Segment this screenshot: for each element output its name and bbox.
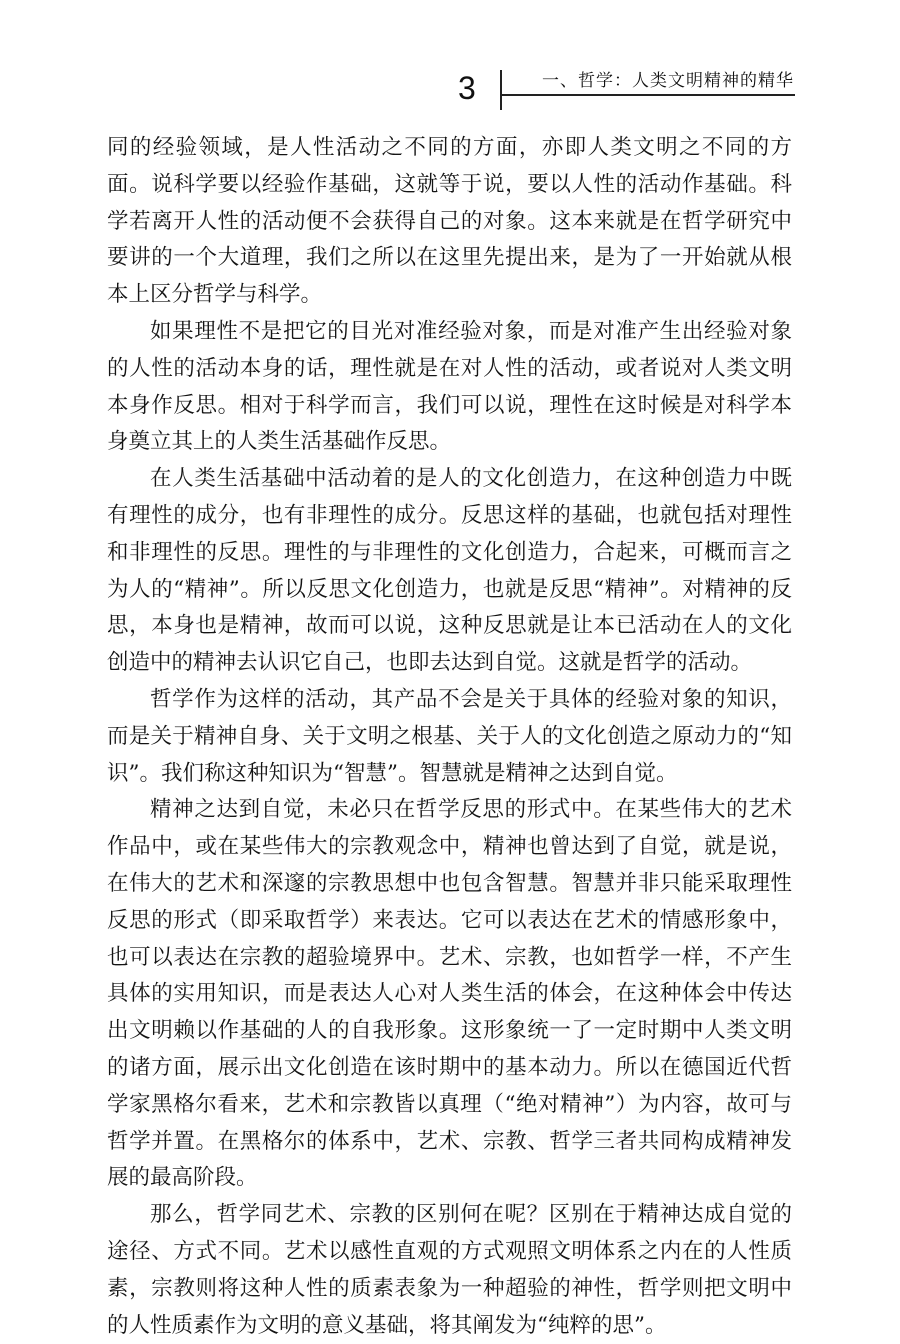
paragraph: 精神之达到自觉，未必只在哲学反思的形式中。在某些伟大的艺术作品中，或在某些伟大的宗教观念中，精神也曾达到了自觉，就是说，在伟大的艺术和深邃的宗教思想中也包含智慧。智慧并非只能采取理性反思的形式（即采取哲学）来表达。它可以表达在艺术的情感形象中，也可以表达在宗教的超验境界中。艺术、宗教，也如哲学一样，不产生具体的实用知识，而是表达人心对人类生活的体会，在这种体会中传达出文明赖以作基础的人的自我形象。这形象统一了一定时期中人类文明的诸方面，展示出文化创造在该时期中的基本动力。所以在德国近代哲学家黑格尔看来，艺术和宗教皆以真理（“绝对精神”）为内容，故可与哲学并置。在黑格尔的体系中，艺术、宗教、哲学三者共同构成精神发展的最高阶段。 [107,797,792,1191]
header-horizontal-rule [500,94,795,96]
paragraph: 哲学作为这样的活动，其产品不会是关于具体的经验对象的知识，而是关于精神自身、关于文明之根基、关于人的文化创造之原动力的“知识”。我们称这种知识为“智慧”。智慧就是精神之达到自觉。 [107,686,792,786]
body-text [107,130,792,1344]
header-vertical-rule [500,70,502,110]
running-title: 一、哲学：人类文明精神的精华 [542,71,794,91]
paragraph: 在人类生活基础中活动着的是人的文化创造力，在这种创造力中既有理性的成分，也有非理性的成分。反思这样的基础，也就包括对理性和非理性的反思。理性的与非理性的文化创造力，合起来，可概而言之为人的“精神”。所以反思文化创造力，也就是反思“精神”。对精神的反思，本身也是精神，故而可以说，这种反思就是让本已活动在人的文化创造中的精神去认识它自己，也即去达到自觉。这就是哲学的活动。 [107,466,792,676]
page-header [0,60,900,120]
paragraph: 同的经验领域，是人性活动之不同的方面，亦即人类文明之不同的方面。说科学要以经验作基础，这就等于说，要以人性的活动作基础。科学若离开人性的活动便不会获得自己的对象。这本来就是在哲学研究中要讲的一个大道理，我们之所以在这里先提出来，是为了一开始就从根本上区分哲学与科学。 [107,135,792,308]
paragraph: 如果理性不是把它的目光对准经验对象，而是对准产生出经验对象的人性的活动本身的话，理性就是在对人性的活动，或者说对人类文明本身作反思。相对于科学而言，我们可以说，理性在这时候是对科学本身奠立其上的人类生活基础作反思。 [107,318,792,455]
paragraph: 那么，哲学同艺术、宗教的区别何在呢？区别在于精神达成自觉的途径、方式不同。艺术以感性直观的方式观照文明体系之内在的人性质素，宗教则将这种人性的质素表象为一种超验的神性，哲学则把文明中的人性质素作为文明的意义基础，将其阐发为“纯粹的思”。 [107,1202,792,1338]
page-number: 3 [458,70,476,106]
